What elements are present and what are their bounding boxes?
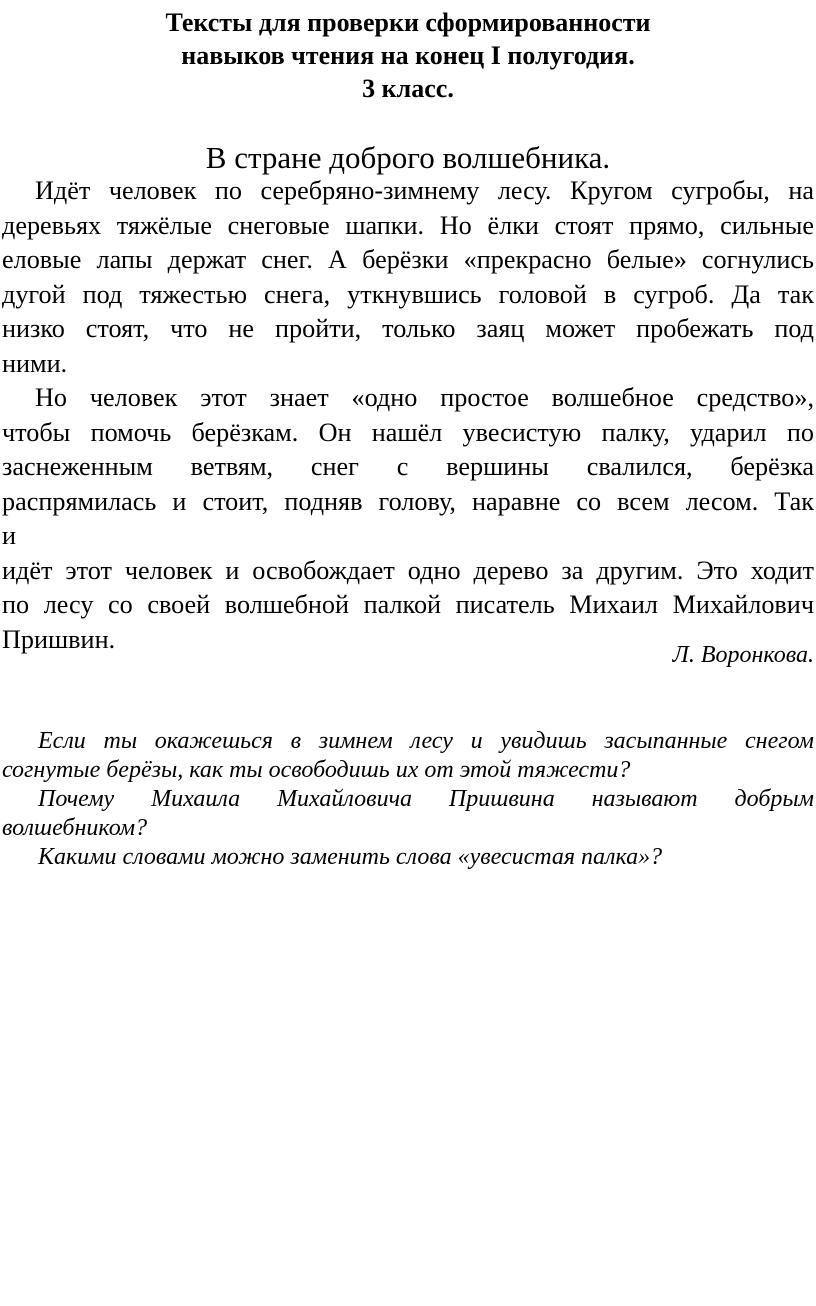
story-line: по лесу со своей волшебной палкой писатель Михаил Михайлович (2, 590, 814, 619)
questions-block (2, 727, 814, 872)
story-line: и (2, 521, 17, 550)
document-heading (0, 6, 816, 105)
story-title: В стране доброго волшебника. (205, 140, 611, 175)
question-line: Если ты окажешься в зимнем лесу и увидишь засыпанные снегом (38, 728, 814, 754)
heading-line-3: 3 класс. (362, 74, 454, 103)
story-line: низко стоят, что не пройти, только заяц может пробежать под (2, 314, 814, 343)
story-line: Но человек этот знает «одно простое волшебное средство», (35, 383, 814, 412)
story-line: Идёт человек по серебряно-зимнему лесу. Кругом сугробы, на (35, 176, 814, 205)
story-line: Пришвин. (2, 624, 116, 654)
story-line: ними. (2, 348, 68, 378)
story-line: заснеженным ветвям, снег с вершины свалился, берёзка (2, 452, 814, 481)
story-line: чтобы помочь берёзкам. Он нашёл увесистую палку, ударил по (2, 417, 814, 447)
story-line: еловые лапы держат снег. А берёзки «прекрасно белые» согнулись (2, 245, 814, 274)
story-author: Л. Воронкова. (672, 642, 814, 668)
heading-line-1: Тексты для проверки сформированности (165, 8, 651, 37)
story-line: идёт этот человек и освобождает одно дерево за другим. Это ходит (2, 555, 814, 585)
story-line: деревьях тяжёлые снеговые шапки. Но ёлки стоят прямо, сильные (2, 210, 814, 240)
question-line: Какими словами можно заменить слова «увесистая палка»? (38, 844, 663, 870)
heading-line-2: навыков чтения на конец I полугодия. (181, 41, 635, 70)
question-line: Почему Михаила Михайловича Пришвина называют добрым (38, 786, 814, 812)
story-line: распрямилась и стоит, подняв голову, наравне со всем лесом. Так (2, 486, 814, 516)
story-line: дугой под тяжестью снега, уткнувшись головой в сугроб. Да так (2, 279, 814, 309)
question-line: волшебником? (2, 815, 148, 841)
question-line: согнутые берёзы, как ты освободишь их от этой тяжести? (2, 757, 631, 783)
story-text (2, 174, 814, 657)
